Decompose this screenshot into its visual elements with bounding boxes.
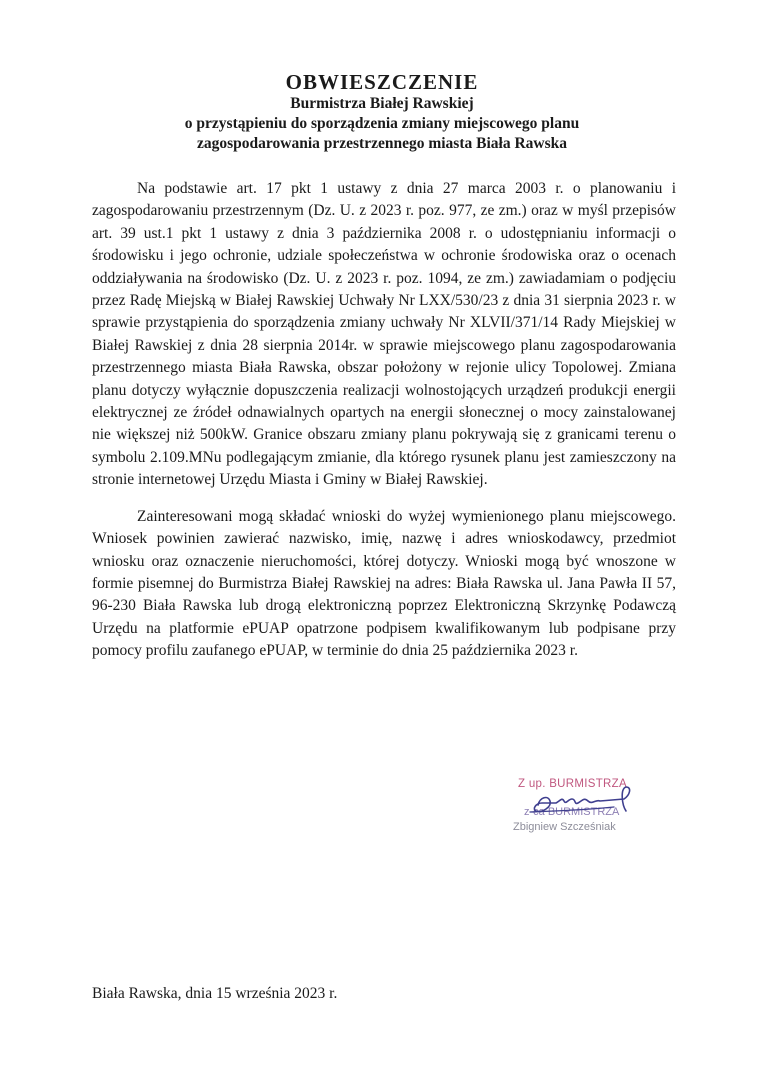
- handwritten-signature: [526, 781, 636, 821]
- issuer-line: Burmistrza Białej Rawskiej: [290, 95, 474, 112]
- stamp-authorization-text: Z up. BURMISTRZA: [518, 778, 627, 790]
- document-body: [92, 178, 676, 663]
- paragraph-submission-info: Zainteresowani mogą składać wnioski do wyżej wymienionego planu miejscowego. Wniosek powinien zawierać nazwisko, imię, nazwę i adres wnioskodawcy, przedmiot wniosku oraz oznaczenie nieruchomości, której dotyczy. Wnioski mogą być wnoszone w formie pisemnej do Burmistrza Białej Rawskiej na adres: Biała Rawska ul. Jana Pawła II 57, 96-230 Biała Rawska lub drogą elektroniczną poprzez Elektroniczną Skrzynkę Podawczą Urzędu na platformie ePUAP opatrzone podpisem kwalifikowanym lub podpisane przy pomocy profilu zaufanego ePUAP, w terminie do dnia 25 października 2023 r.: [92, 507, 676, 660]
- document-header: [0, 70, 764, 154]
- subject-line-2: zagospodarowania przestrzennego miasta Biała Rawska: [197, 135, 567, 152]
- signature-stamp: [510, 773, 660, 843]
- stamp-deputy-title: z-ca BURMISTRZA: [524, 806, 620, 818]
- place-and-date: Biała Rawska, dnia 15 września 2023 r.: [92, 985, 338, 1002]
- subject-line-1: o przystąpieniu do sporządzenia zmiany miejscowego planu: [184, 115, 580, 132]
- document-title: OBWIESZCZENIE: [285, 70, 479, 94]
- stamp-signatory-name: Zbigniew Szcześniak: [513, 821, 616, 833]
- paragraph-legal-basis: Na podstawie art. 17 pkt 1 ustawy z dnia 27 marca 2003 r. o planowaniu i zagospodarowaniu przestrzennym (Dz. U. z 2023 r. poz. 977, ze zm.) oraz w myśl przepisów art. 39 ust.1 pkt 1 ustawy z dnia 3 października 2008 r. o udostępnianiu informacji o środowisku i jego ochronie, udziale społeczeństwa w ochronie środowiska oraz o ocenach oddziaływania na środowisko (Dz. U. z 2023 r. poz. 1094, ze zm.) zawiadamiam o podjęciu przez Radę Miejską w Białej Rawskiej Uchwały Nr LXX/530/23 z dnia 31 sierpnia 2023 r. w sprawie przystąpienia do sporządzenia zmiany uchwały Nr XLVII/371/14 Rady Miejskiej w Białej Rawskiej z dnia 28 sierpnia 2014r. w sprawie miejscowego planu zagospodarowania przestrzennego miasta Biała Rawska, obszar położony w rejonie ulicy Topolowej. Zmiana planu dotyczy wyłącznie dopuszczenia realizacji wolnostojących urządzeń produkcji energii elektrycznej ze źródeł odnawialnych opartych na energii słonecznej o mocy zainstalowanej nie większej niż 500kW. Granice obszaru zmiany planu pokrywają się z granicami terenu o symbolu 2.109.MNu podlegającym zmianie, dla którego rysunek planu jest zamieszczony na stronie internetowej Urzędu Miasta i Gminy w Białej Rawskiej.: [92, 180, 676, 489]
